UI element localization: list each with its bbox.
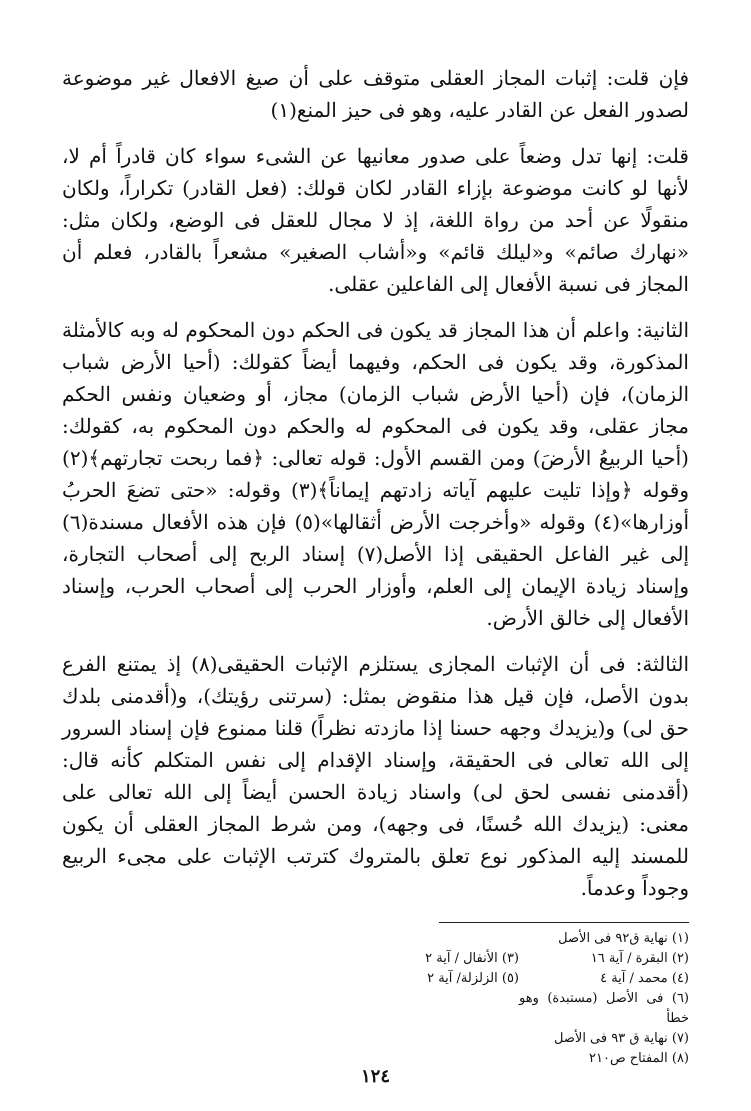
footnotes bbox=[62, 929, 689, 1069]
footnote-row bbox=[62, 929, 689, 949]
footnote-2: (٢) البقرة / آية ١٦ bbox=[590, 951, 689, 966]
footnote-5: (٥) الزلزلة/ آية ٢ bbox=[427, 971, 519, 986]
footnote-divider bbox=[439, 922, 689, 923]
footnote-7: (٧) نهاية ق ٩٣ فى الأصل bbox=[554, 1031, 689, 1046]
footnote-4: (٤) محمد / آية ٤ bbox=[600, 971, 689, 986]
paragraph-4: الثالثة: فى أن الإثبات المجازى يستلزم الإثبات الحقيقى(٨) إذ يمتنع الفرع بدون الأصل، فإن قيل هذا منقوض بمثل: (سرتنى رؤيتك)، و(أقدمنى بلدك حق لى) و(يزيدك وجهه حسنا إذا مازدته نظراً) قلنا ممنوع فإن إسناد السرور إلى الله تعالى فى الحقيقة، وإسناد الإقدام إلى نفس المتكلم كأنه قال: (أقدمنى نفسى لحق لى) واسناد زيادة الحسن أيضاً إلى الله تعالى على معنى: (يزيدك الله حُسنًا، فى وجهه)، ومن شرط المجاز العقلى أن يكون للمسند إليه المذكور نوع تعلق بالمتروك كترتب الإثبات على مجىء الربيع وجوداً وعدماً. bbox=[62, 652, 690, 900]
page-number: ١٢٤ bbox=[360, 1066, 390, 1087]
footnote-6: (٦) فى الأصل (مستبدة) وهو خطأ bbox=[519, 991, 689, 1026]
footnote-3: (٣) الأنفال / آية ٢ bbox=[425, 951, 519, 966]
footnote-row bbox=[62, 1029, 689, 1049]
footnote-row bbox=[62, 989, 689, 1029]
paragraph-2: قلت: إنها تدل وضعاً على صدور معانيها عن الشىء سواء كان قادراً أم لا، لأنها لو كانت موضوعة بإزاء القادر لكان قولك: (فعل القادر) تكراراً، ولكان منقولًا عن أحد من رواة اللغة، إذ لا مجال للعقل فى الوضع، ولكان مثل: «نهارك صائم» و«ليلك قائم» و«أشاب الصغير» مشعراً بالقادر، فعلم أن المجاز فى نسبة الأفعال إلى الفاعلين عقلى. bbox=[62, 144, 689, 296]
footnote-row bbox=[62, 949, 689, 969]
paragraph-3: الثانية: واعلم أن هذا المجاز قد يكون فى الحكم دون المحكوم له وبه كالأمثلة المذكورة، وقد يكون فى الحكم، وفيهما أيضاً كقولك: (أحيا الأرض شباب الزمان)، فإن (أحيا الأرض شباب الزمان) مجاز، أو وضعيان ونفس الحكم مجاز عقلى، وقد يكون فى المحكوم له والحكم دون المحكوم به، كقولك: (أحيا الربيعُ الأرضَ) ومن القسم الأول: قوله تعالى: ﴿فما ربحت تجارتهم﴾(٢) وقوله ﴿وإذا تليت عليهم آياته زادتهم إيماناً﴾(٣) وقوله: «حتى تضعَ الحربُ أوزارها»(٤) وقوله «وأخرجت الأرض أثقالها»(٥) فإن هذه الأفعال مسندة(٦) إلى غير الفاعل الحقيقى إذا الأصل(٧) إسناد الربح إلى أصحاب التجارة، وإسناد زيادة الإيمان إلى العلم، وأوزار الحرب إلى أصحاب الحرب، وإسناد الأفعال إلى خالق الأرض. bbox=[62, 318, 690, 630]
footnote-1: (١) نهاية ق٩٢ فى الأصل bbox=[558, 931, 689, 946]
footnote-8: (٨) المفتاح ص٢١٠ bbox=[588, 1051, 689, 1066]
footnote-row bbox=[62, 969, 689, 989]
paragraph-1: فإن قلت: إثبات المجاز العقلى متوقف على أن صيغ الافعال غير موضوعة لصدور الفعل عن القادر عليه، وهو فى حيز المنع(١) bbox=[62, 66, 689, 122]
